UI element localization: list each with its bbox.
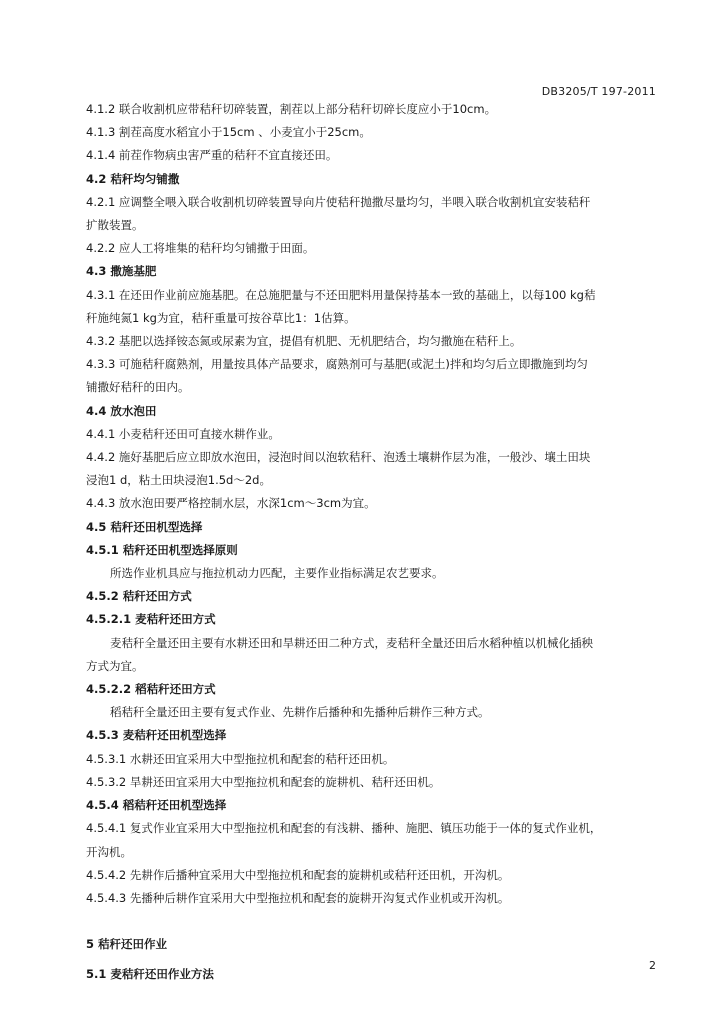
heading-4-5-2: 4.5.2 秸秆还田方式 [86,589,192,604]
clause-4-2-1: 4.2.1 应调整全喂入联合收割机切碎装置导向片使秸秆抛撒尽量均匀，半喂入联合收割机宜安装秸秆 [86,194,591,209]
section-spacer [86,910,658,933]
page-number: 2 [649,959,656,972]
clause-4-3-1: 4.3.1 在还田作业前应施基肥。在总施肥量与不还田肥料用量保持基本一致的基础上，以每100 kg秸 [86,287,596,302]
heading-5: 5 秸秆还田作业 [86,937,168,952]
clause-4-5-4-2: 4.5.4.2 先耕作后播种宜采用大中型拖拉机和配套的旋耕机或秸秆还田机，开沟机。 [86,867,510,882]
clause-4-4-2-cont: 浸泡1 d，粘土田块浸泡1.5d～2d。 [86,473,271,488]
heading-4-4: 4.4 放水泡田 [86,403,157,418]
clause-4-2-1-cont: 扩散装置。 [86,218,144,233]
heading-4-5-2-2: 4.5.2.2 稻秸秆还田方式 [86,682,216,697]
clause-4-3-3-cont: 铺撒好秸秆的田内。 [86,380,190,395]
clause-4-3-2: 4.3.2 基肥以选择铵态氮或尿素为宜，提倡有机肥、无机肥结合，均匀撒施在秸秆上。 [86,334,522,349]
heading-4-5: 4.5 秸秆还田机型选择 [86,519,203,534]
heading-4-2: 4.2 秸秆均匀铺撒 [86,171,180,186]
heading-4-5-1: 4.5.1 秸秆还田机型选择原则 [86,542,238,557]
heading-5-1: 5.1 麦秸秆还田作业方法 [86,966,214,981]
clause-4-5-4-1-cont: 开沟机。 [86,844,132,859]
clause-4-1-2: 4.1.2 联合收割机应带秸秆切碎装置，割茬以上部分秸秆切碎长度应小于10cm。 [86,102,497,116]
clause-4-1-4: 4.1.4 前茬作物病虫害严重的秸秆不宜直接还田。 [86,148,338,163]
document-body [86,98,658,986]
paragraph-4-5-1: 所选作业机具应与拖拉机动力匹配，主要作业指标满足农艺要求。 [110,566,444,581]
paragraph-4-5-2-1: 麦秸秆全量还田主要有水耕还田和旱耕还田二种方式，麦秸秆全量还田后水稻种植以机械化插秧 [110,635,593,650]
clause-4-4-2: 4.4.2 施好基肥后应立即放水泡田，浸泡时间以泡软秸秆、泡透土壤耕作层为准，一般沙、壤土田块 [86,450,591,465]
clause-4-5-4-3: 4.5.4.3 先播种后耕作宜采用大中型拖拉机和配套的旋耕开沟复式作业机或开沟机。 [86,890,510,905]
heading-4-5-3: 4.5.3 麦秸秆还田机型选择 [86,728,227,743]
clause-4-2-2: 4.2.2 应人工将堆集的秸秆均匀铺撒于田面。 [86,241,315,256]
clause-4-5-4-1: 4.5.4.1 复式作业宜采用大中型拖拉机和配套的有浅耕、播种、施肥、镇压功能于一体的复式作业机， [86,821,602,836]
clause-4-5-3-1: 4.5.3.1 水耕还田宜采用大中型拖拉机和配套的秸秆还田机。 [86,751,395,766]
clause-4-3-3: 4.3.3 可施秸秆腐熟剂，用量按具体产品要求，腐熟剂可与基肥(或泥土)拌和均匀后立即撒施到均匀 [86,357,588,372]
clause-4-1-3: 4.1.3 割茬高度水稻宜小于15cm 、小麦宜小于25cm。 [86,125,371,140]
heading-4-5-4: 4.5.4 稻秸秆还田机型选择 [86,798,227,813]
paragraph-4-5-2-2: 稻秸秆全量还田主要有复式作业、先耕作后播种和先播种后耕作三种方式。 [110,705,490,720]
heading-4-3: 4.3 撒施基肥 [86,264,157,279]
heading-4-5-2-1: 4.5.2.1 麦秸秆还田方式 [86,612,216,627]
clause-4-4-1: 4.4.1 小麦秸秆还田可直接水耕作业。 [86,426,280,441]
clause-4-4-3: 4.4.3 放水泡田要严格控制水层，水深1cm～3cm为宜。 [86,496,376,511]
clause-4-3-1-cont: 秆施纯氮1 kg为宜，秸秆重量可按谷草比1：1估算。 [86,310,356,325]
clause-4-5-3-2: 4.5.3.2 旱耕还田宜采用大中型拖拉机和配套的旋耕机、秸秆还田机。 [86,774,441,789]
document-code: DB3205/T 197-2011 [541,85,656,98]
paragraph-4-5-2-1-cont: 方式为宜。 [86,658,144,673]
